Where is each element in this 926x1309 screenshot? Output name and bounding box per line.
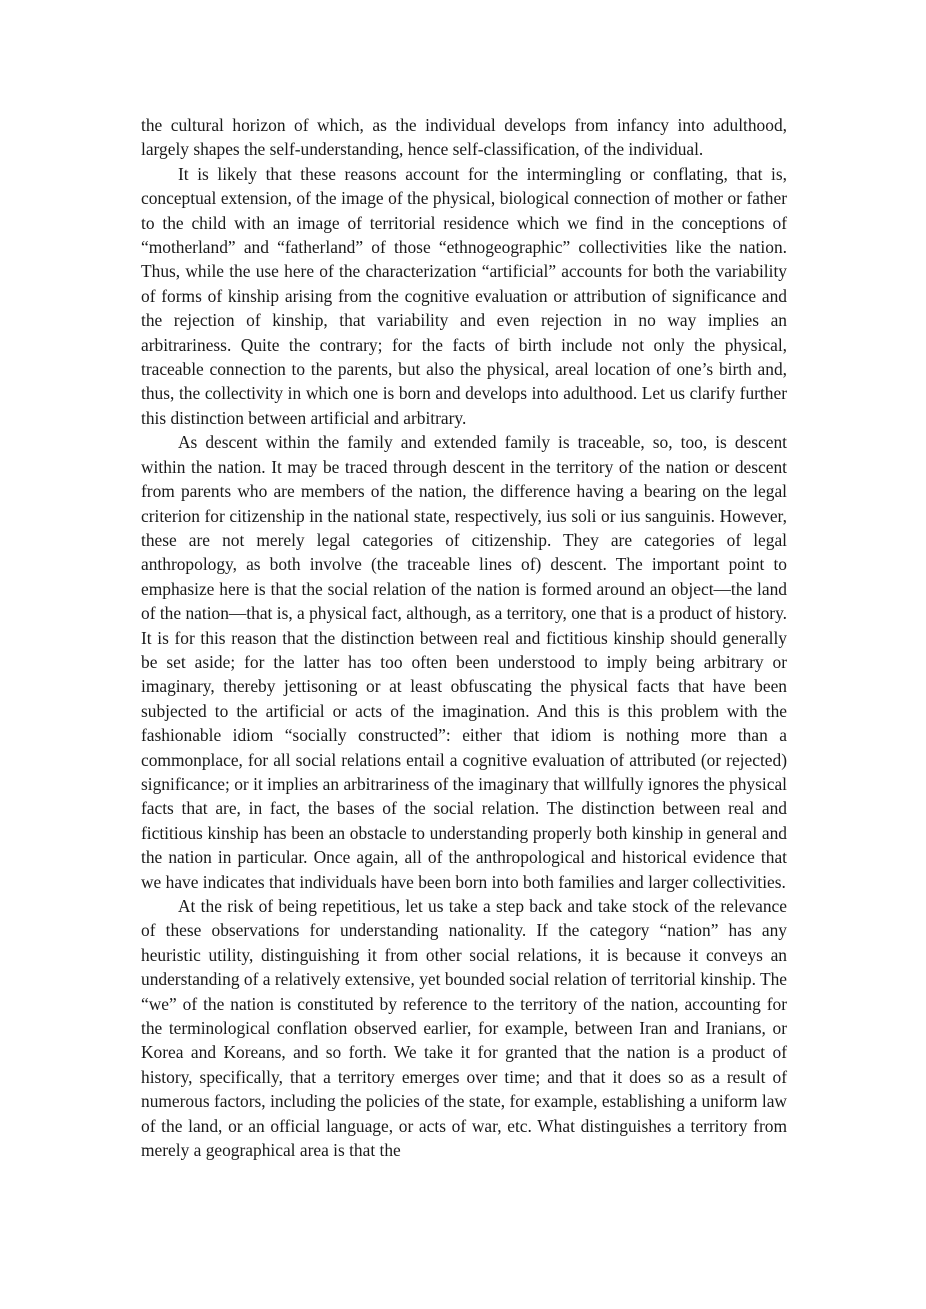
paragraph-territorial-kinship: At the risk of being repetitious, let us take a step back and take stock of the relevance of these observations for understanding nationality. If the category “nation” has any heuristic utility, distinguishing it from other social relations, it is because it conveys an understanding of a relatively extensive, yet bounded social relation of territorial kinship. The “we” of the nation is constituted by reference to the territory of the nation, accounting for the terminological conflation observed earlier, for example, between Iran and Iranians, or Korea and Koreans, and so forth. We take it for granted that the nation is a product of history, specifically, that a territory emerges over time; and that it does so as a result of numerous factors, including the policies of the state, for example, establishing a uniform law of the land, or an official language, or acts of war, etc. What distinguishes a territory from merely a geographical area is that the — [141, 896, 787, 1161]
page-text-block — [141, 113, 787, 1162]
paragraph-motherland-fatherland: It is likely that these reasons account for the intermingling or conflating, that is, conceptual extension, of the image of the physical, biological connection of mother or father to the child with an image of territorial residence which we find in the conceptions of “motherland” and “fatherland” of those “ethnogeographic” collectivities like the nation. Thus, while the use here of the characterization “artificial” accounts for both the variability of forms of kinship arising from the cognitive evaluation or attribution of significance and the rejection of kinship, that variability and even rejection in no way implies an arbitrariness. Quite the contrary; for the facts of birth include not only the physical, traceable connection to the parents, but also the physical, areal location of one’s birth and, thus, the collectivity in which one is born and develops into adulthood. Let us clarify further this distinction between artificial and arbitrary. — [141, 163, 787, 428]
paragraph-continuation: the cultural horizon of which, as the individual develops from infancy into adulthood, largely shapes the self-understanding, hence self-classification, of the individual. — [141, 115, 787, 160]
paragraph-descent-within-nation: As descent within the family and extended family is traceable, so, too, is descent within the nation. It may be traced through descent in the territory of the nation or descent from parents who are members of the nation, the difference having a bearing on the legal criterion for citizenship in the national state, respectively, ius soli or ius sanguinis. However, these are not merely legal categories of citizenship. They are categories of legal anthropology, as both involve (the traceable lines of) descent. The important point to emphasize here is that the social relation of the nation is formed around an object—the land of the nation—that is, a physical fact, although, as a territory, one that is a product of history. It is for this reason that the distinction between real and fictitious kinship should generally be set aside; for the latter has too often been understood to imply being arbitrary or imaginary, thereby jettisoning or at least obfuscating the physical facts that have been subjected to the artificial or acts of the imagination. And this is this problem with the fashionable idiom “socially constructed”: either that idiom is nothing more than a commonplace, for all social relations entail a cognitive evaluation of attributed (or rejected) significance; or it implies an arbitrariness of the imaginary that willfully ignores the physical facts that are, in fact, the bases of the social relation. The distinction between real and fictitious kinship has been an obstacle to understanding properly both kinship in general and the nation in particular. Once again, all of the anthropological and historical evidence that we have indicates that individuals have been born into both families and larger collectivities. — [141, 432, 787, 892]
